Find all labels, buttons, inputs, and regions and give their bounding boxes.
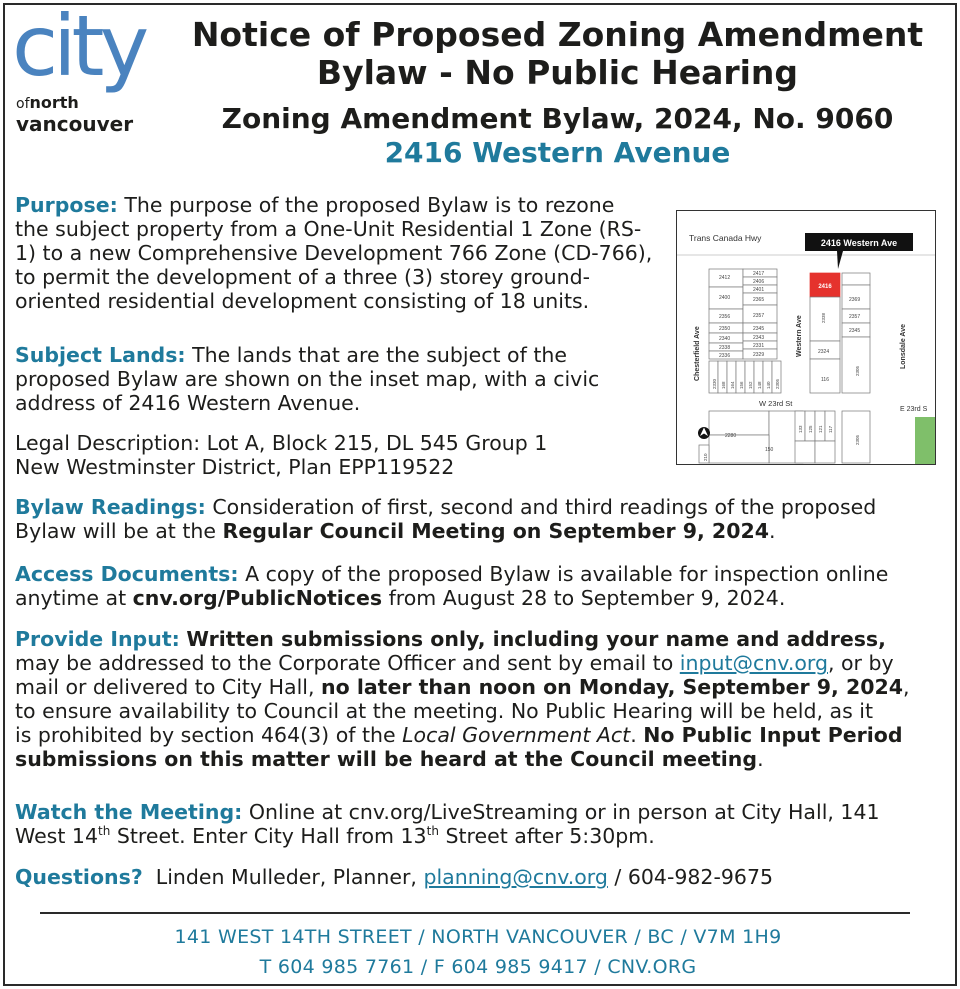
city-logo xyxy=(12,0,172,139)
watch-line1: Online at cnv.org/LiveStreaming or in person at City Hall, 141 xyxy=(248,800,880,824)
input-line2-pre: may be addressed to the Corporate Officer and sent by email to xyxy=(15,651,680,675)
map-subject-lot: 2416 xyxy=(818,284,832,290)
map-lot: 2338 xyxy=(719,345,731,351)
map-lot: 2401 xyxy=(753,287,765,293)
map-lot: 116 xyxy=(821,377,829,383)
map-lot: 2343 xyxy=(753,335,765,341)
map-lot: 150 xyxy=(765,447,774,453)
access-section xyxy=(15,562,945,610)
map-lot: 2357 xyxy=(753,313,765,319)
subject-lands-label: Subject Lands: xyxy=(15,343,186,367)
readings-line1: Consideration of first, second and third readings of the proposed xyxy=(212,495,877,519)
map-park xyxy=(915,417,936,465)
input-section xyxy=(15,627,950,771)
map-street-w23: W 23rd St xyxy=(759,399,793,408)
map-small-lot: 2305 xyxy=(775,378,780,389)
subject-lands-section xyxy=(15,343,665,415)
input-line3-pre: mail or delivered to City Hall, xyxy=(15,675,321,699)
act-name: Local Government Act xyxy=(402,723,631,747)
input-line4: to ensure availability to Council at the meeting. No Public Hearing will be held, as it xyxy=(15,699,873,723)
map-callout-text: 2416 Western Ave xyxy=(820,238,898,248)
map-highway-label: Trans Canada Hwy xyxy=(689,233,762,243)
map-lot: 2406 xyxy=(753,279,765,285)
readings-line2-post: . xyxy=(768,519,776,543)
map-small-lot: 168 xyxy=(721,381,726,389)
input-line6-bold: submissions on this matter will be heard at the Council meeting xyxy=(15,747,758,771)
input-line3-post: , xyxy=(903,675,910,699)
access-label: Access Documents: xyxy=(15,562,239,586)
watch-line2-b: Street. Enter City Hall from 13 xyxy=(110,824,427,848)
questions-phone: / 604-982-9675 xyxy=(607,865,774,889)
map-small-lot: 148 xyxy=(757,381,762,389)
map-lot: 2331 xyxy=(753,343,765,349)
map-lot: 2305 xyxy=(855,365,860,376)
input-line1: Written submissions only, including your name and address, xyxy=(186,627,886,651)
input-line6-post: . xyxy=(757,747,764,771)
legal-description xyxy=(15,431,665,479)
purpose-section xyxy=(15,193,665,313)
inset-map xyxy=(676,210,936,465)
public-notices-link: cnv.org/PublicNotices xyxy=(132,586,383,610)
map-lot: 2350 xyxy=(719,326,731,332)
map-lot: 2340 xyxy=(719,336,731,342)
readings-line2-pre: Bylaw will be at the xyxy=(15,519,223,543)
logo-of-north xyxy=(16,94,79,113)
map-lot: 2365 xyxy=(753,297,765,303)
watch-line2-c: Street after 5:30pm. xyxy=(438,824,655,848)
map-small-lot: 2330 xyxy=(712,378,717,389)
title-block xyxy=(175,16,940,170)
map-lot: 2369 xyxy=(849,297,861,303)
property-address: 2416 Western Avenue xyxy=(384,136,731,169)
footer-contact: T 604 985 7761 / F 604 985 9417 / CNV.ORG xyxy=(259,956,697,978)
map-small-lot: 152 xyxy=(748,381,753,389)
planning-email-link[interactable]: planning@cnv.org xyxy=(423,865,608,889)
access-line2-post: from August 28 to September 9, 2024. xyxy=(382,586,786,610)
logo-north-text: north xyxy=(29,93,79,112)
map-small-lot: 156 xyxy=(739,381,744,389)
footer-divider xyxy=(40,912,910,914)
input-line5-mid: . xyxy=(630,723,644,747)
logo-city-text: city xyxy=(12,0,145,95)
purpose-line3: 1) to a new Comprehensive Development 766 Zone (CD-766), xyxy=(15,241,653,265)
map-small-lot: 164 xyxy=(730,381,735,389)
north-arrow-icon xyxy=(698,427,710,439)
watch-line2-a: West 14 xyxy=(15,824,99,848)
purpose-line5: oriented residential development consisting of 18 units. xyxy=(15,289,590,313)
map-lot: 2357 xyxy=(849,314,861,320)
map-lot: 2345 xyxy=(849,328,861,334)
bylaw-name: Zoning Amendment Bylaw, 2024, No. 9060 xyxy=(221,102,894,135)
watch-sup1: th xyxy=(98,824,111,839)
input-line2-post: , or by xyxy=(827,651,894,675)
map-street-western: Western Ave xyxy=(796,315,803,357)
map-lot: 2412 xyxy=(719,275,731,281)
map-small-lot: 140 xyxy=(766,381,771,389)
map-lot: 2324 xyxy=(818,349,830,355)
legal-line1: Legal Description: Lot A, Block 215, DL 545 Group 1 xyxy=(15,431,548,455)
map-lot: 125 xyxy=(808,425,813,433)
purpose-line2: the subject property from a One-Unit Residential 1 Zone (RS- xyxy=(15,217,642,241)
map-lot: 2338 xyxy=(821,312,826,323)
map-street-chesterfield: Chesterfield Ave xyxy=(694,326,701,381)
map-lot: 2305 xyxy=(855,434,860,445)
purpose-line1: The purpose of the proposed Bylaw is to rezone xyxy=(124,193,615,217)
watch-label: Watch the Meeting: xyxy=(15,800,243,824)
footer-address: 141 WEST 14TH STREET / NORTH VANCOUVER / BC / V7M 1H9 xyxy=(174,926,782,948)
subject-lands-line2: proposed Bylaw are shown on the inset map, with a civic xyxy=(15,367,600,391)
questions-section xyxy=(15,865,945,889)
input-line5-pre: is prohibited by section 464(3) of the xyxy=(15,723,403,747)
notice-title-line2: Bylaw - No Public Hearing xyxy=(316,53,799,92)
input-label: Provide Input: xyxy=(15,627,180,651)
logo-of-text: of xyxy=(16,96,30,112)
map-street-e23: E 23rd S xyxy=(900,406,928,413)
subject-lands-line1: The lands that are the subject of the xyxy=(192,343,567,367)
map-lot: 2336 xyxy=(719,353,731,359)
access-line2-pre: anytime at xyxy=(15,586,133,610)
questions-contact: Linden Mulleder, Planner, xyxy=(142,865,424,889)
input-deadline: no later than noon on Monday, September 9, 2024 xyxy=(321,675,904,699)
watch-section xyxy=(15,800,945,848)
purpose-line4: to permit the development of a three (3) storey ground- xyxy=(15,265,591,289)
map-lot: 133 xyxy=(798,425,803,433)
map-lot: 121 xyxy=(818,425,823,433)
access-line1: A copy of the proposed Bylaw is available for inspection online xyxy=(245,562,889,586)
map-lot: 2329 xyxy=(753,352,765,358)
notice-title-line1: Notice of Proposed Zoning Amendment xyxy=(191,15,924,54)
input-line5-bold: No Public Input Period xyxy=(643,723,903,747)
meeting-date: Regular Council Meeting on September 9, 2024 xyxy=(222,519,769,543)
purpose-label: Purpose: xyxy=(15,193,118,217)
map-lot: 2345 xyxy=(753,326,765,332)
map-lot: 2280 xyxy=(725,433,737,439)
map-lot: 117 xyxy=(828,425,833,433)
readings-label: Bylaw Readings: xyxy=(15,495,206,519)
questions-label: Questions? xyxy=(15,865,143,889)
map-lot: 2356 xyxy=(719,314,731,320)
legal-line2: New Westminster District, Plan EPP119522 xyxy=(15,455,455,479)
readings-section xyxy=(15,495,945,543)
input-email-link[interactable]: input@cnv.org xyxy=(679,651,828,675)
map-street-lonsdale: Lonsdale Ave xyxy=(900,324,907,369)
subject-lands-line3: address of 2416 Western Avenue. xyxy=(15,391,361,415)
map-lot: 210 xyxy=(703,453,708,461)
watch-sup2: th xyxy=(426,824,439,839)
map-lot: 2400 xyxy=(719,295,731,301)
map-lot: 2417 xyxy=(753,271,765,277)
logo-vancouver-text: vancouver xyxy=(16,112,134,136)
